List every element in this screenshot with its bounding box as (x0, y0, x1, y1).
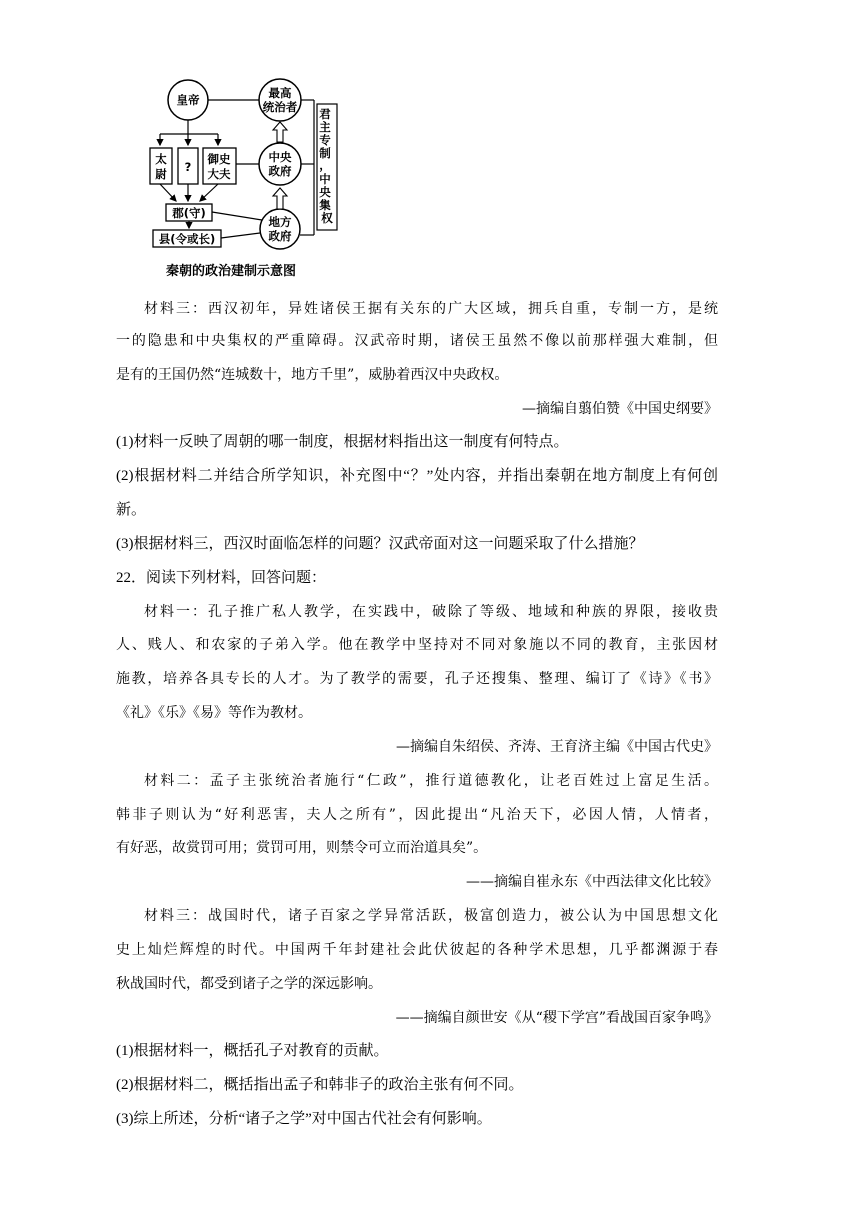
q21-question-2: (2)根据材料二并结合所学知识，补充图中“？”处内容，并指出秦朝在地方制度上有何创 (116, 468, 718, 484)
yushi-label-2: 大夫 (207, 167, 231, 181)
q22-question-1: (1)根据材料一，概括孔子对教育的贡献。 (116, 1043, 389, 1059)
central-label-2: 政府 (268, 164, 292, 178)
q22-material-2-line-3: 有好恶，故赏罚可用；赏罚可用，则禁令可立而治道具矣”。 (116, 840, 488, 856)
material-3-line-3: 是有的王国仍然“连城数十，地方千里”，威胁着西汉中央政权。 (116, 367, 509, 383)
material-3-line-1: 材料三：西汉初年，异姓诸侯王据有关东的广大区域，拥兵自重，专制一方，是统 (144, 301, 718, 317)
q22-material-3-line-1: 材料三：战国时代，诸子百家之学异常活跃，极富创造力，被公认为中国思想文化 (144, 908, 718, 924)
q21-question-3: (3)根据材料三，西汉时面临怎样的问题？汉武帝面对这一问题采取了什么措施？ (116, 536, 644, 552)
q22-material-3-source: ——摘编自颜世安《从“稷下学宫”看战国百家争鸣》 (395, 1010, 718, 1026)
emperor-label: 皇帝 (176, 93, 200, 107)
q22-material-1-line-1: 材料一：孔子推广私人教学，在实践中，破除了等级、地域和种族的界限，接收贵 (144, 604, 718, 620)
q21-question-2-cont: 新。 (116, 502, 147, 518)
supreme-ruler-label-1: 最高 (268, 86, 292, 100)
q22-material-2-line-1: 材料二：孟子主张统治者施行“仁政”，推行道德教化，让老百姓过上富足生活。 (144, 773, 718, 789)
q22-question-3: (3)综上所述，分析“诸子之学”对中国古代社会有何影响。 (116, 1111, 492, 1127)
q22-material-1-source: —摘编自朱绍侯、齐涛、王育济主编《中国古代史》 (396, 739, 718, 755)
q22-material-3-line-2: 史上灿烂辉煌的时代。中国两千年封建社会此伏彼起的各种学术思想，几乎都渊源于春 (116, 942, 718, 958)
unknown-label: ? (184, 160, 192, 174)
material-3-source: —摘编自翦伯赞《中国史纲要》 (522, 401, 718, 417)
q22-heading: 22．阅读下列材料，回答问题： (116, 570, 327, 586)
county-label: 县(令或长) (158, 232, 216, 246)
side-label: 君 主 专 制 ， 中 央 集 权 (319, 107, 333, 225)
q22-material-3-line-3: 秋战国时代，都受到诸子之学的深远影响。 (116, 976, 382, 992)
taiwei-label-1: 太 (155, 152, 167, 166)
q22-material-2-source: ——摘编自崔永东《中西法律文化比较》 (466, 874, 718, 890)
local-label-1: 地方 (268, 215, 292, 229)
q22-material-1-line-4: 《礼》《乐》《易》等作为教材。 (116, 705, 312, 721)
local-label-2: 政府 (268, 229, 292, 243)
q22-question-2: (2)根据材料二，概括指出孟子和韩非子的政治主张有何不同。 (116, 1077, 524, 1093)
q21-question-1: (1)材料一反映了周朝的哪一制度，根据材料指出这一制度有何特点。 (116, 434, 569, 450)
taiwei-label-2: 尉 (155, 167, 167, 181)
commandery-label: 郡(守) (172, 206, 206, 220)
q22-material-1-line-3: 施教，培养各具专长的人才。为了教学的需要，孔子还搜集、整理、编订了《诗》《书》 (116, 671, 718, 687)
material-3-line-2: 一的隐患和中央集权的严重障碍。汉武帝时期，诸侯王虽然不像以前那样强大难制，但 (116, 333, 718, 349)
yushi-label-1: 御史 (207, 152, 231, 166)
q22-material-1-line-2: 人、贱人、和农家的子弟入学。他在教学中坚持对不同对象施以不同的教育，主张因材 (116, 637, 718, 653)
central-label-1: 中央 (268, 150, 292, 164)
qin-political-structure-diagram (148, 72, 358, 254)
supreme-ruler-label-2: 统治者 (262, 100, 298, 114)
diagram-caption: 秦朝的政治建制示意图 (166, 264, 297, 279)
q22-material-2-line-2: 韩非子则认为“好利恶害，夫人之所有”，因此提出“凡治天下，必因人情，人情者， (116, 807, 718, 823)
